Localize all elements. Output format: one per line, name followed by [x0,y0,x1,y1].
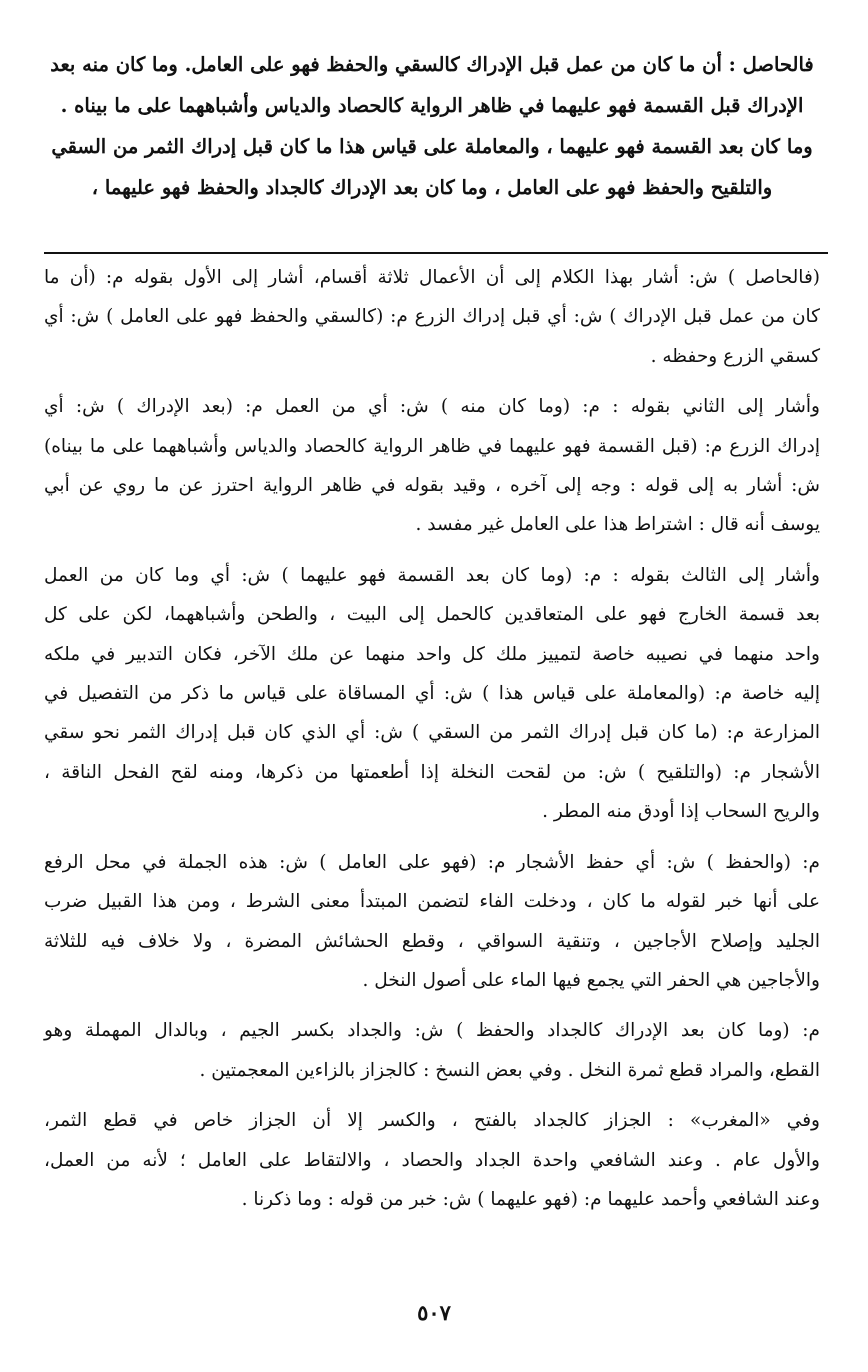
commentary-paragraph [44,258,820,376]
main-text-line: وما كان بعد القسمة فهو عليهما ، والمعاملة على قياس هذا ما كان قبل إدراك الثمر من السقي [51,135,813,158]
commentary-line: على أنها خبر لقوله ما كان ، ودخلت الفاء لتضمن المبتدأ معنى الشرط ، ومن هذا القبيل ضرب [44,891,820,913]
commentary-line: م: (وما كان بعد الإدراك كالجداد والحفظ ) ش: والجداد بكسر الجيم ، وبالدال المهملة وهو [44,1020,820,1042]
commentary-line: واحد منهما في نصيبه خاصة لتمييز ملك كل واحد منهما عن ملك الآخر، فكان التدبير في ملكه [44,643,820,665]
commentary-line: بعد قسمة الخارج فهو على المتعاقدين كالحمل إلى البيت ، والطحن وأشباههما، لكن على كل [44,604,820,626]
section-divider [44,252,828,254]
page-number: ٥٠٧ [417,1300,451,1325]
commentary-line: والريح السحاب إذا أودق منه المطر . [542,801,820,823]
commentary-paragraph [44,1101,820,1219]
commentary-paragraph [44,843,820,1001]
commentary-line: والأجاجين هي الحفر التي يجمع فيها الماء على أصول النخل . [362,969,820,991]
commentary-line: القطع، والمراد قطع ثمرة النخل . وفي بعض النسخ : كالجزاز بالزاءين المعجمتين . [199,1059,820,1081]
commentary-paragraph [44,1011,820,1090]
main-text-line: فالحاصل : أن ما كان من عمل قبل الإدراك كالسقي والحفظ فهو على العامل. وما كان منه بعد [50,53,814,76]
commentary-line: ش: أشار به إلى قوله : وجه إلى آخره ، وقيد بقوله في ظاهر الرواية احترز عن ما روي عن أبي [44,475,820,497]
main-text-block [44,44,820,208]
commentary-line: (فالحاصل ) ش: أشار بهذا الكلام إلى أن الأعمال ثلاثة أقسام، أشار إلى الأول بقوله م: (أن ما [44,267,820,288]
commentary-line: وعند الشافعي وأحمد عليهما م: (فهو عليهما ) ش: خبر من قوله : وما ذكرنا . [241,1188,820,1210]
commentary-paragraph [44,387,820,545]
commentary-line: الأشجار م: (والتلقيح ) ش: من لقحت النخلة إذا أطعمتها من ذكرها، ومنه لقح الفحل الناقة ، [44,761,820,783]
commentary-line: المزارعة م: (ما كان قبل إدراك الثمر من السقي ) ش: أي الذي كان قبل إدراك الثمر نحو سقي [44,722,820,744]
commentary-line: وفي «المغرب» : الجزاز كالجداد بالفتح ، والكسر إلا أن الجزاز خاص في قطع الثمر، [44,1110,820,1132]
commentary-line: إليه خاصة م: (والمعاملة على قياس هذا ) ش: أي المساقاة على قياس ما ذكر من التفصيل في [44,683,820,705]
commentary-line: وأشار إلى الثاني بقوله : م: (وما كان منه ) ش: أي من العمل م: (بعد الإدراك ) ش: أي [44,396,820,418]
commentary-line: كان من عمل قبل الإدراك ) ش: أي قبل إدراك الزرع م: (كالسقي والحفظ فهو على العامل ) ش: أي [44,306,820,328]
main-text-line: والتلقيح والحفظ فهو على العامل ، وما كان بعد الإدراك كالجداد والحفظ فهو عليهما ، [91,176,773,199]
commentary-line: وأشار إلى الثالث بقوله : م: (وما كان بعد القسمة فهو عليهما ) ش: أي وما كان من العمل [44,564,820,586]
commentary-line: إدراك الزرع م: (قبل القسمة فهو عليهما في ظاهر الرواية كالحصاد والدياس وأشباههما على ما بيناه) [44,435,820,457]
commentary-block [44,258,820,1230]
commentary-line: يوسف أنه قال : اشتراط هذا على العامل غير مفسد . [415,514,820,536]
commentary-paragraph [44,556,820,832]
main-text-line: الإدراك قبل القسمة فهو عليهما في ظاهر الرواية كالحصاد والدياس وأشباههما على ما بيناه . [60,94,804,117]
commentary-line: كسقي الزرع وحفظه . [650,345,820,367]
commentary-line: والأول عام . وعند الشافعي واحدة الجداد والحصاد ، والالتقاط على العامل ؛ لأنه من العمل، [44,1149,820,1171]
commentary-line: م: (والحفظ ) ش: أي حفظ الأشجار م: (فهو على العامل ) ش: هذه الجملة في محل الرفع [44,851,820,873]
commentary-line: الجليد وإصلاح الأجاجين ، وتنقية السواقي ، وقطع الحشائش المضرة ، ولا خلاف فيه للثلاثة [44,930,820,952]
